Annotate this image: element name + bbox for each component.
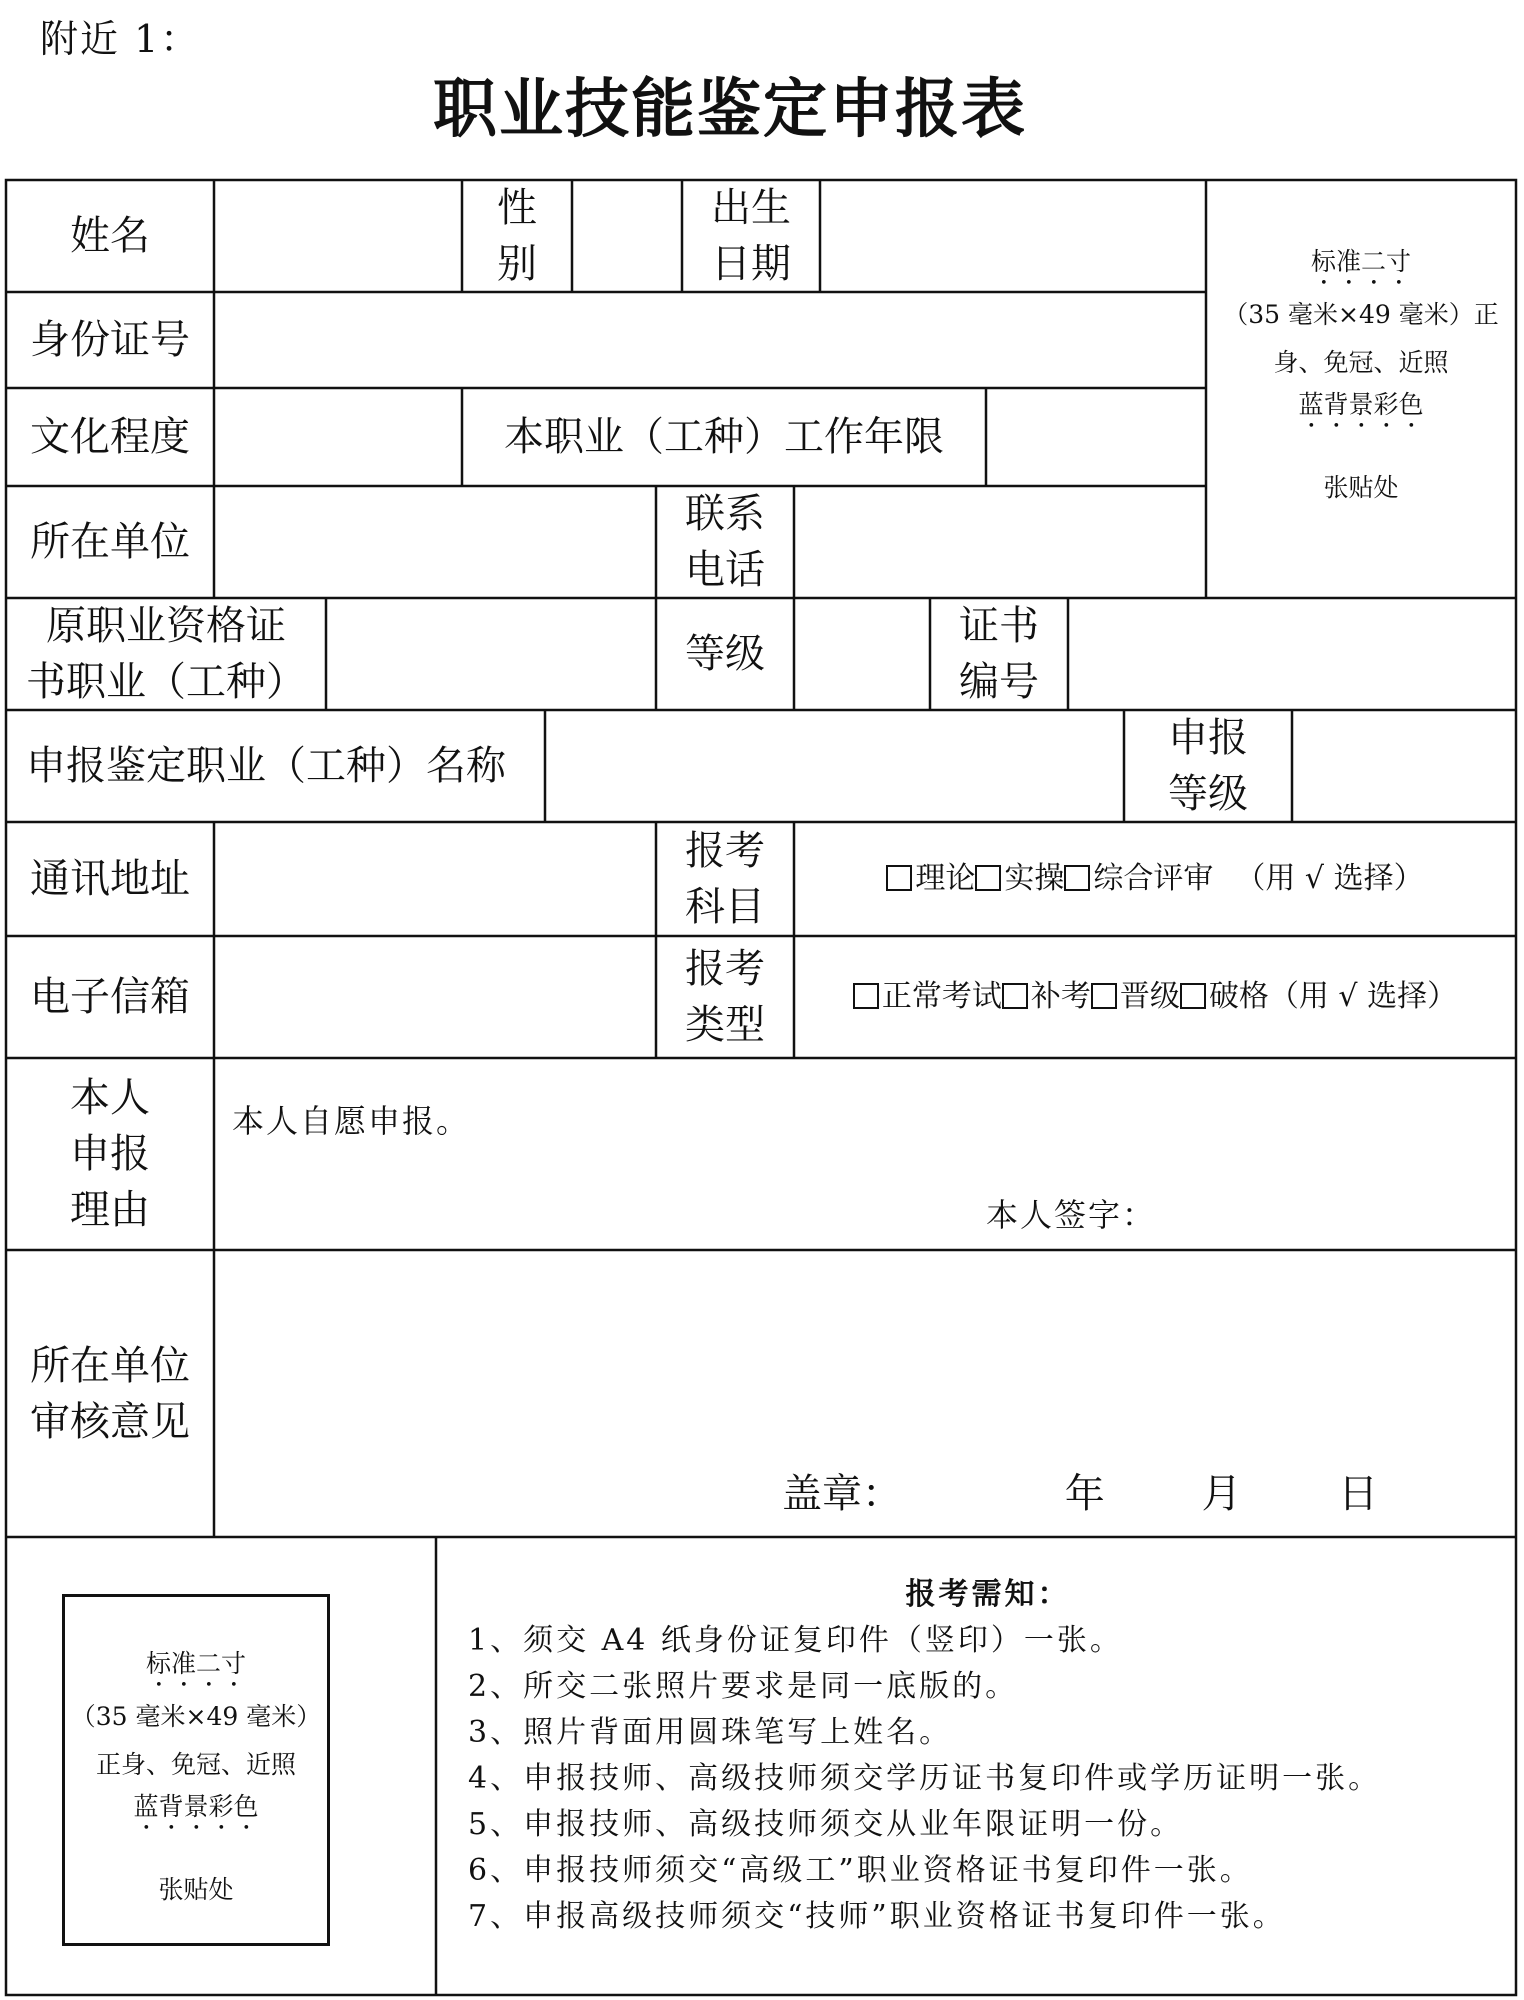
- subject-hint: （用 √ 选择）: [1235, 861, 1424, 896]
- photo-placeholder-bottom-text: 标准二寸 （35 毫米×49 毫米） 正身、免冠、近照 蓝背景彩色 张贴处: [70, 1649, 322, 1904]
- checkbox-icon[interactable]: [1180, 983, 1206, 1009]
- phone-field[interactable]: [794, 486, 1206, 598]
- exam-type-label: 报考 类型: [685, 946, 765, 1048]
- reason-label: 本人 申报 理由: [70, 1075, 150, 1233]
- subject-option-comprehensive[interactable]: 综合评审: [1064, 851, 1213, 907]
- checkbox-icon[interactable]: [1002, 983, 1028, 1009]
- checkbox-icon[interactable]: [886, 865, 912, 891]
- notes-item: 6、申报技师须交“高级工”职业资格证书复印件一张。: [468, 1853, 1253, 1888]
- exam-subject-options: [794, 822, 1516, 936]
- id-number-label: 身份证号: [30, 317, 190, 363]
- address-field[interactable]: [214, 822, 656, 936]
- notes-item: 5、申报技师、高级技师须交从业年限证明一份。: [468, 1807, 1184, 1842]
- seal-label: 盖章：: [782, 1471, 902, 1517]
- checkbox-icon[interactable]: [1064, 865, 1090, 891]
- birth-date-label: 出生 日期: [711, 185, 791, 287]
- cert-number-label: 证书 编号: [959, 603, 1039, 705]
- checkbox-icon[interactable]: [1091, 983, 1117, 1009]
- exam-subject-label: 报考 科目: [685, 828, 765, 930]
- email-field[interactable]: [214, 936, 656, 1058]
- type-hint: （用 √ 选择）: [1268, 979, 1458, 1014]
- reason-text[interactable]: 本人自愿申报。: [232, 1102, 471, 1140]
- subject-option-theory[interactable]: 理论: [886, 851, 975, 907]
- employer-label: 所在单位: [30, 519, 190, 565]
- address-label: 通讯地址: [30, 856, 190, 902]
- level-label: 等级: [685, 631, 765, 677]
- employer-field[interactable]: [214, 486, 656, 598]
- type-option-retake[interactable]: 补考: [1002, 969, 1091, 1025]
- month-label: 月: [1201, 1471, 1242, 1517]
- subject-option-practical[interactable]: 实操: [975, 851, 1064, 907]
- notes-heading: 报考需知：: [905, 1577, 1071, 1612]
- photo-placeholder-top: 标准二寸 （35 毫米×49 毫米）正 身、免冠、近照 蓝背景彩色 张贴处: [1223, 247, 1499, 502]
- apply-level-field[interactable]: [1292, 710, 1516, 822]
- previous-cert-occupation-field[interactable]: [326, 598, 656, 710]
- attachment-label: 附近 1：: [40, 17, 201, 61]
- notes-item: 2、所交二张照片要求是同一底版的。: [468, 1669, 1019, 1704]
- type-option-normal[interactable]: 正常考试: [853, 969, 1002, 1025]
- previous-cert-occupation-label: 原职业资格证 书职业（工种）: [26, 603, 306, 705]
- year-label: 年: [1064, 1471, 1105, 1517]
- name-label: 姓名: [70, 213, 150, 259]
- seal-date-line: [782, 1462, 1378, 1519]
- employer-review-label: 所在单位 审核意见: [30, 1342, 190, 1445]
- birth-date-field[interactable]: [820, 180, 1206, 292]
- cert-number-field[interactable]: [1068, 598, 1516, 710]
- phone-label: 联系 电话: [685, 491, 765, 593]
- education-field[interactable]: [214, 388, 462, 486]
- exam-type-options: [794, 936, 1516, 1058]
- checkbox-icon[interactable]: [853, 983, 879, 1009]
- gender-field[interactable]: [572, 180, 682, 292]
- checkbox-icon[interactable]: [975, 865, 1001, 891]
- work-years-field[interactable]: [986, 388, 1206, 486]
- apply-occupation-label: 申报鉴定职业（工种）名称: [26, 743, 506, 789]
- day-label: 日: [1338, 1471, 1379, 1517]
- signature-label: 本人签字：: [986, 1196, 1157, 1234]
- employer-review-field[interactable]: [214, 1250, 1516, 1480]
- notes-item: 3、照片背面用圆珠笔写上姓名。: [468, 1715, 953, 1750]
- type-option-exception[interactable]: 破格: [1180, 969, 1269, 1025]
- email-label: 电子信箱: [30, 974, 190, 1020]
- level-field[interactable]: [794, 598, 930, 710]
- name-field[interactable]: [214, 180, 462, 292]
- notes-item: 1、须交 A4 纸身份证复印件（竖印）一张。: [468, 1623, 1123, 1658]
- apply-occupation-field[interactable]: [545, 710, 1124, 822]
- id-number-field[interactable]: [214, 292, 1206, 388]
- education-label: 文化程度: [30, 414, 190, 460]
- apply-level-label: 申报 等级: [1168, 715, 1248, 817]
- form-title: 职业技能鉴定申报表: [433, 73, 1027, 147]
- gender-label: 性 别: [497, 185, 537, 287]
- exam-notes: [468, 1572, 1508, 1940]
- work-years-label: 本职业（工种）工作年限: [504, 414, 944, 460]
- type-option-promotion[interactable]: 晋级: [1091, 969, 1180, 1025]
- notes-item: 7、申报高级技师须交“技师”职业资格证书复印件一张。: [468, 1899, 1286, 1934]
- notes-item: 4、申报技师、高级技师须交学历证书复印件或学历证明一张。: [468, 1761, 1382, 1796]
